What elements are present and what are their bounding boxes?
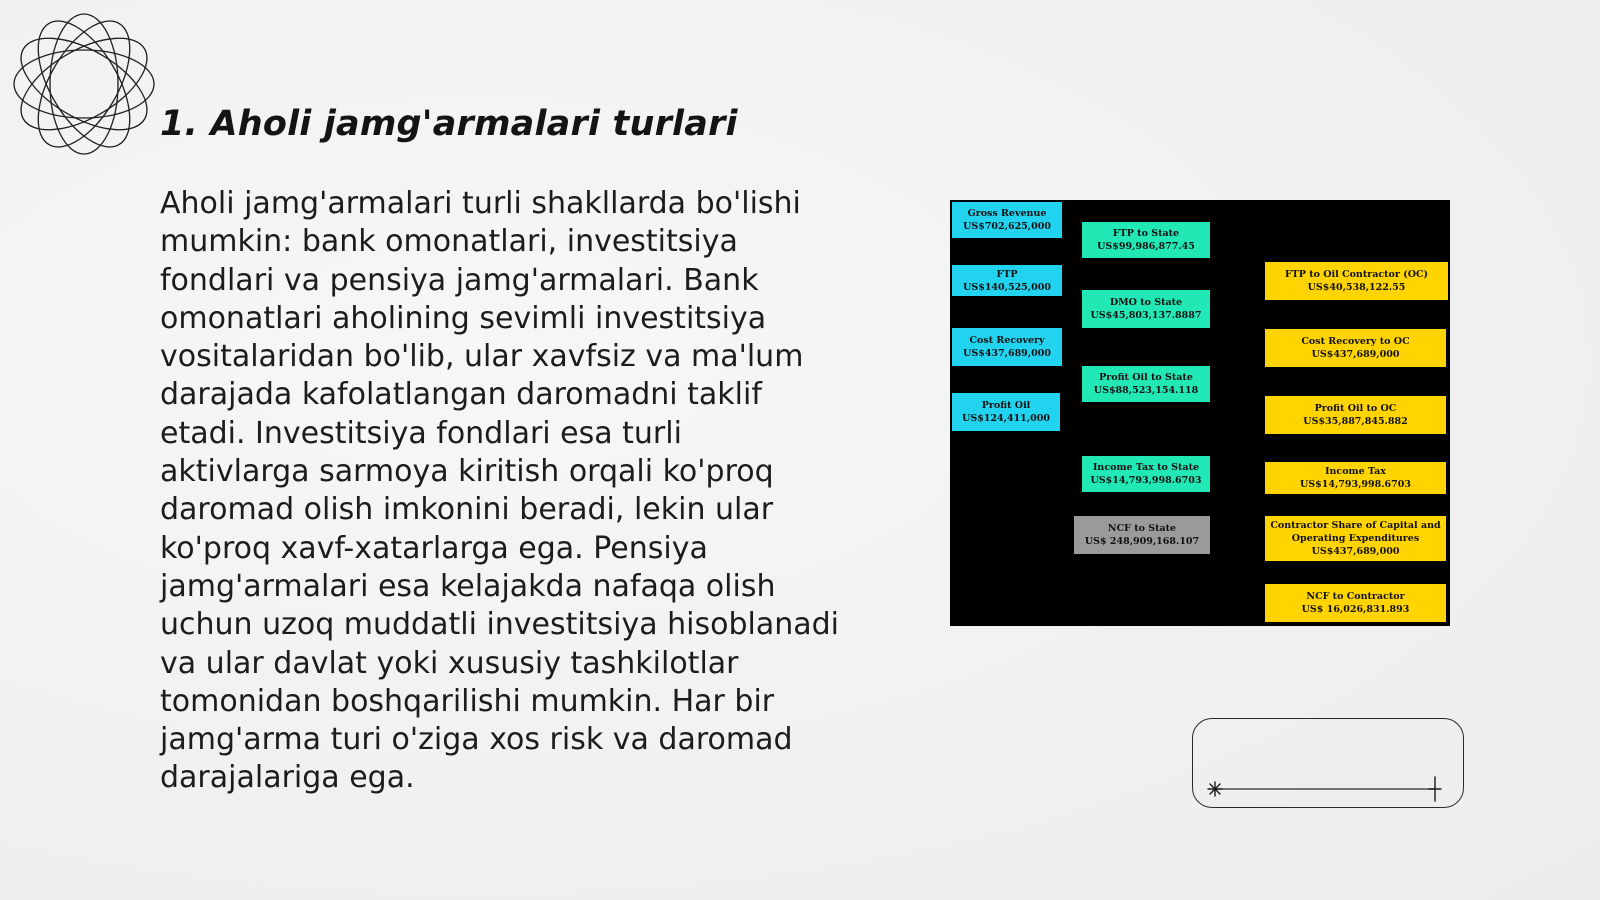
diagram-box-value: US$14,793,998.6703 bbox=[1300, 479, 1411, 490]
diagram-box-contractor-share bbox=[1265, 516, 1446, 561]
diagram-box-value: US$ 248,909,168.107 bbox=[1084, 536, 1200, 547]
revenue-flow-diagram bbox=[950, 200, 1450, 626]
diagram-box-label: Profit Oil bbox=[981, 400, 1031, 411]
diagram-box-profit-oil-to-oc bbox=[1265, 396, 1446, 434]
diagram-box-value: US$437,689,000 bbox=[1311, 349, 1400, 360]
diagram-box-label: FTP bbox=[996, 268, 1018, 280]
diagram-box-profit-oil-to-state bbox=[1082, 366, 1210, 402]
diagram-box-label: FTP to State bbox=[1112, 228, 1180, 239]
diagram-box-value: US$437,689,000 bbox=[963, 348, 1051, 359]
diagram-box-cost-recovery-to-oc bbox=[1265, 329, 1446, 367]
diagram-box-ftp-to-oil-contractor bbox=[1265, 262, 1448, 300]
diagram-box-label: NCF to Contractor bbox=[1306, 591, 1405, 602]
diagram-box-cost-recovery bbox=[952, 328, 1062, 366]
diagram-box-label: DMO to State bbox=[1109, 297, 1183, 308]
diagram-box-label: Cost Recovery bbox=[969, 335, 1045, 346]
diagram-box-income-tax bbox=[1265, 462, 1446, 494]
diagram-box-label: Gross Revenue bbox=[967, 208, 1047, 219]
diagram-box-ftp-to-state bbox=[1082, 222, 1210, 258]
diagram-box-value: US$437,689,000 bbox=[1311, 546, 1400, 557]
diagram-box-label: Income Tax to State bbox=[1092, 462, 1200, 473]
diagram-box-label: NCF to State bbox=[1107, 523, 1177, 534]
slide-title: 1. Aholi jamg'armalari turlari bbox=[160, 104, 738, 144]
diagram-box-ftp bbox=[952, 265, 1062, 296]
diagram-box-label: Contractor Share of Capital and Operating Expenditures bbox=[1270, 520, 1441, 544]
diagram-box-value: US$140,525,000 bbox=[963, 281, 1051, 293]
diagram-box-profit-oil bbox=[952, 393, 1060, 431]
slide-body-text: Aholi jamg'armalari turli shakllarda bo'lishi mumkin: bank omonatlari, investitsiya fondlari va pensiya jamg'armalari. Bank omonatlari aholining sevimli investitsiya vositalaridan bo'lib, ular xavfsiz va ma'lum darajada kafolatlangan daromadni taklif etadi. Investitsiya fondlari esa turli aktivlarga sarmoya kiritish orqali ko'proq daromad olish imkonini beradi, lekin ular ko'proq xavf-xatarlarga ega. Pensiya jamg'armalari esa kelajakda nafaqa olish uchun uzoq muddatli investitsiya hisoblanadi va ular davlat yoki xususiy tashkilotlar tomonidan boshqarilishi mumkin. Har bir jamg'arma turi o'ziga xos risk va daromad darajalariga ega. bbox=[160, 186, 840, 796]
diagram-box-income-tax-to-state bbox=[1082, 456, 1210, 492]
diagram-box-value: US$14,793,998.6703 bbox=[1090, 475, 1202, 486]
diagram-box-gross-revenue bbox=[952, 202, 1062, 238]
diagram-box-ncf-to-contractor bbox=[1265, 584, 1446, 622]
decorative-rounded-frame bbox=[1192, 718, 1464, 808]
sparkle-line-icon bbox=[1193, 719, 1465, 809]
diagram-box-value: US$ 16,026,831.893 bbox=[1301, 604, 1410, 615]
diagram-box-label: Cost Recovery to OC bbox=[1301, 336, 1410, 347]
diagram-box-value: US$45,803,137.8887 bbox=[1090, 310, 1202, 321]
diagram-box-value: US$99,986,877.45 bbox=[1097, 241, 1195, 252]
diagram-box-label: Income Tax bbox=[1325, 466, 1386, 477]
orbit-rings-icon bbox=[10, 10, 158, 158]
diagram-box-label: Profit Oil to OC bbox=[1314, 403, 1397, 414]
diagram-box-value: US$702,625,000 bbox=[963, 221, 1051, 232]
diagram-box-label: Profit Oil to State bbox=[1099, 372, 1193, 383]
diagram-box-value: US$124,411,000 bbox=[962, 413, 1050, 424]
diagram-box-dmo-to-state bbox=[1082, 290, 1210, 328]
diagram-box-label: FTP to Oil Contractor (OC) bbox=[1284, 269, 1429, 280]
diagram-box-value: US$40,538,122.55 bbox=[1307, 282, 1406, 293]
diagram-box-value: US$35,887,845.882 bbox=[1303, 416, 1408, 427]
diagram-box-value: US$88,523,154.118 bbox=[1093, 385, 1199, 396]
diagram-box-ncf-to-state bbox=[1074, 516, 1210, 554]
